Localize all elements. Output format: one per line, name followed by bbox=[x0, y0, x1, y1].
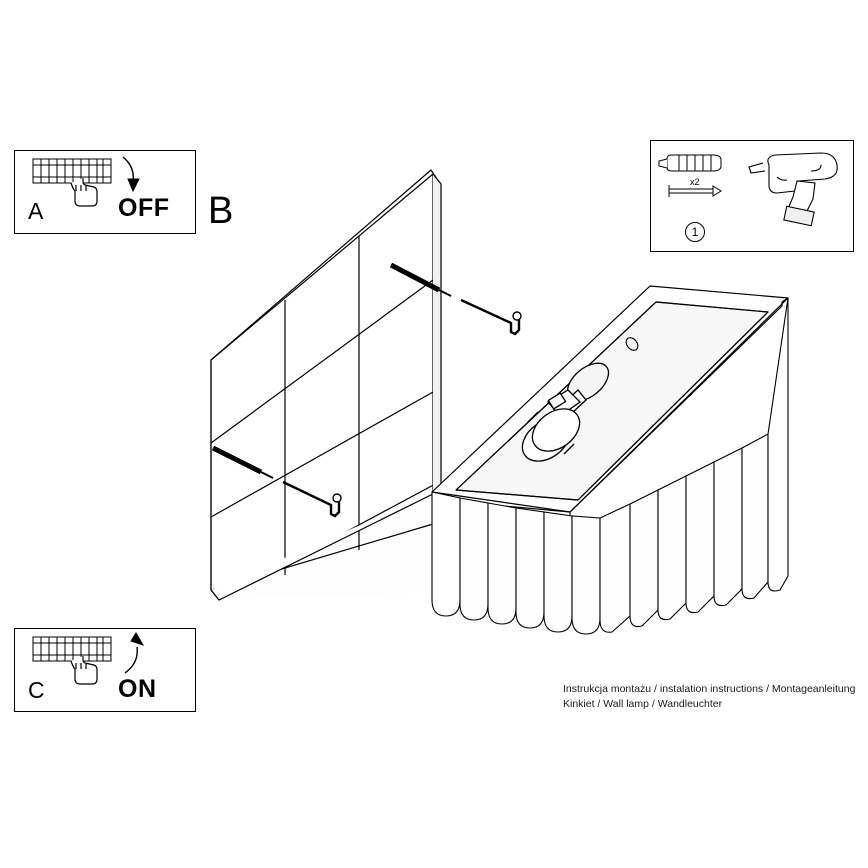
wall-lamp-product-drawing bbox=[410, 262, 810, 682]
caption-block bbox=[563, 682, 855, 712]
step-a-label: OFF bbox=[118, 194, 170, 222]
tools-illustration bbox=[651, 141, 851, 249]
step-c-label: ON bbox=[118, 675, 157, 703]
tool-quantity-label: x2 bbox=[690, 177, 700, 187]
tools-box bbox=[650, 140, 854, 252]
step-a-letter: A bbox=[28, 198, 44, 224]
step-b-letter: B bbox=[208, 190, 234, 232]
tools-step-number: 1 bbox=[685, 222, 705, 242]
caption-line-2: Kinkiet / Wall lamp / Wandleuchter bbox=[563, 698, 723, 710]
step-c-letter: C bbox=[28, 677, 45, 703]
caption-line-1: Instrukcja montażu / instalation instructions / Montageanleitung bbox=[563, 683, 856, 695]
